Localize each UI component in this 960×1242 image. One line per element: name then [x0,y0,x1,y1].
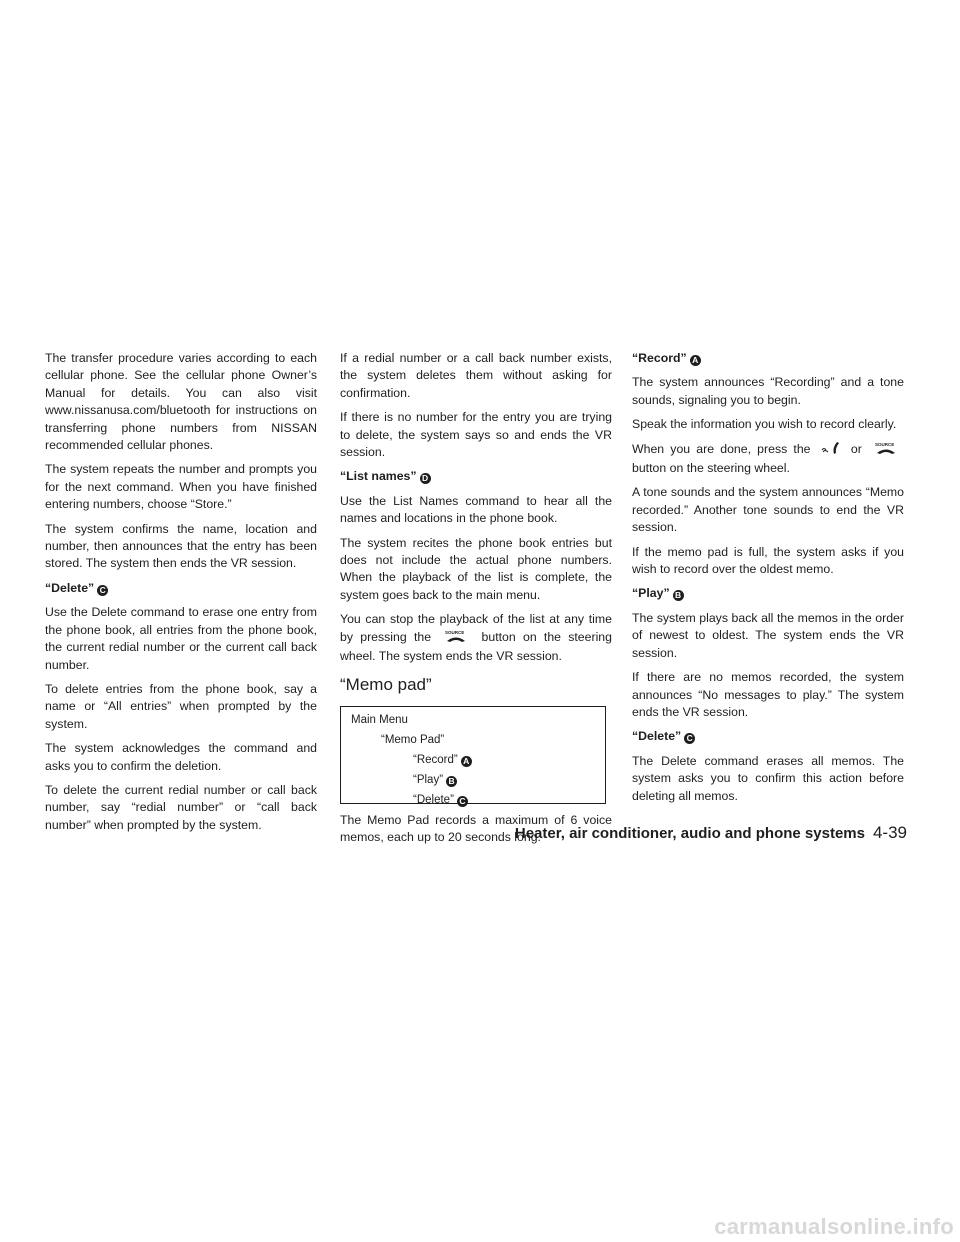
marker-a-icon: A [690,355,701,366]
delete-heading [45,580,317,597]
paragraph [632,441,904,478]
menu-memo-pad: “Memo Pad” [381,733,445,746]
paragraph: To delete the current redial number or call back number, say “redial number” or “call back number” when prompted by the system. [45,782,317,832]
memo-pad-title: “Memo pad” [340,674,432,694]
text-part: When you are done, press the [632,441,811,456]
paragraph: To delete entries from the phone book, say a name or “All entries” when prompted by the system. [45,681,317,731]
text-part: or [850,441,862,456]
list-names-heading [340,468,612,485]
memo-menu-diagram [340,706,606,804]
column-middle [340,350,612,853]
heading-text: “Delete” [632,729,682,744]
source-phone-icon [441,630,471,648]
paragraph: The transfer procedure varies according to each cellular phone. See the cellular phone Owner’s Manual for details. You can also visit www.nissanusa.com/bluetooth for instructions on transferring phone numbers from NISSAN recommended cellular phones. [45,351,317,453]
paragraph: Use the Delete command to erase one entry from the phone book, all entries from the phone book, the current redial number or the current call back number. [45,605,317,672]
paragraph: If a redial number or a call back number exists, the system deletes them without asking for confirmation. [340,351,612,400]
column-left [45,350,317,841]
text-part: button on the steering wheel. [632,461,790,476]
page-number: 4-39 [872,823,907,842]
section-title: Heater, air conditioner, audio and phone systems [514,825,865,842]
paragraph: The system announces “Recording” and a tone sounds, signaling you to begin. [632,375,904,407]
heading-text: “List names” [340,469,417,484]
paragraph: If there is no number for the entry you are trying to delete, the system says so and ends the VR session. [340,410,612,460]
paragraph: If there are no memos recorded, the system announces “No messages to play.” The system ends the VR session. [632,670,904,719]
paragraph: The Memo Pad records a maximum of 6 voice memos, each up to 20 seconds long. [340,812,612,844]
svg-text:SOURCE: SOURCE [875,441,895,447]
heading-text: “Delete” [45,580,95,595]
menu-record: “Record” A [351,750,595,770]
talk-phone-icon [820,441,842,460]
marker-b-icon: B [446,776,457,787]
source-phone-icon [871,442,901,460]
marker-b-icon: B [673,590,684,601]
paragraph [340,611,612,665]
delete-heading [632,728,904,745]
text-part: You can stop the playback of the list at any time by pressing the [340,612,612,644]
paragraph: The Delete command erases all memos. The system asks you to confirm this action before deleting all memos. [632,753,904,803]
column-right [632,350,904,812]
menu-play: “Play” B [351,770,595,790]
menu-delete: “Delete” C [351,790,595,810]
marker-c-icon: C [97,585,108,596]
marker-d-icon: D [420,473,431,484]
marker-c-icon: C [457,796,468,807]
svg-text:SOURCE: SOURCE [445,629,465,635]
paragraph: The system confirms the name, location and number, then announces that the entry has been stored. The system then ends the VR session. [45,521,317,571]
play-heading [632,585,904,602]
heading-text: “Play” [632,586,670,601]
marker-a-icon: A [461,756,472,767]
paragraph: The system plays back all the memos in the order of newest to oldest. The system ends the VR session. [632,610,904,660]
heading-text: “Record” [632,351,687,365]
watermark: carmanualsonline.info [714,1214,954,1239]
menu-main: Main Menu [351,713,408,726]
paragraph: The system acknowledges the command and asks you to confirm the deletion. [45,741,317,773]
paragraph: Use the List Names command to hear all the names and locations in the phone book. [340,493,612,526]
text-part: button on the steering wheel. The system ends the VR session. [340,629,612,664]
paragraph: The system recites the phone book entries but does not include the actual phone numbers. When the playback of the list is complete, the system goes back to the main menu. [340,535,612,602]
paragraph: The system repeats the number and prompts you for the next command. When you have finished entering numbers, choose “Store.” [45,462,317,512]
record-heading [632,350,904,367]
paragraph: Speak the information you wish to record clearly. [632,417,897,432]
paragraph: A tone sounds and the system announces “Memo recorded.” Another tone sounds to end the VR session. [632,485,904,535]
page-footer [515,823,907,843]
paragraph: If the memo pad is full, the system asks if you wish to record over the oldest memo. [632,544,904,577]
marker-c-icon: C [684,733,695,744]
